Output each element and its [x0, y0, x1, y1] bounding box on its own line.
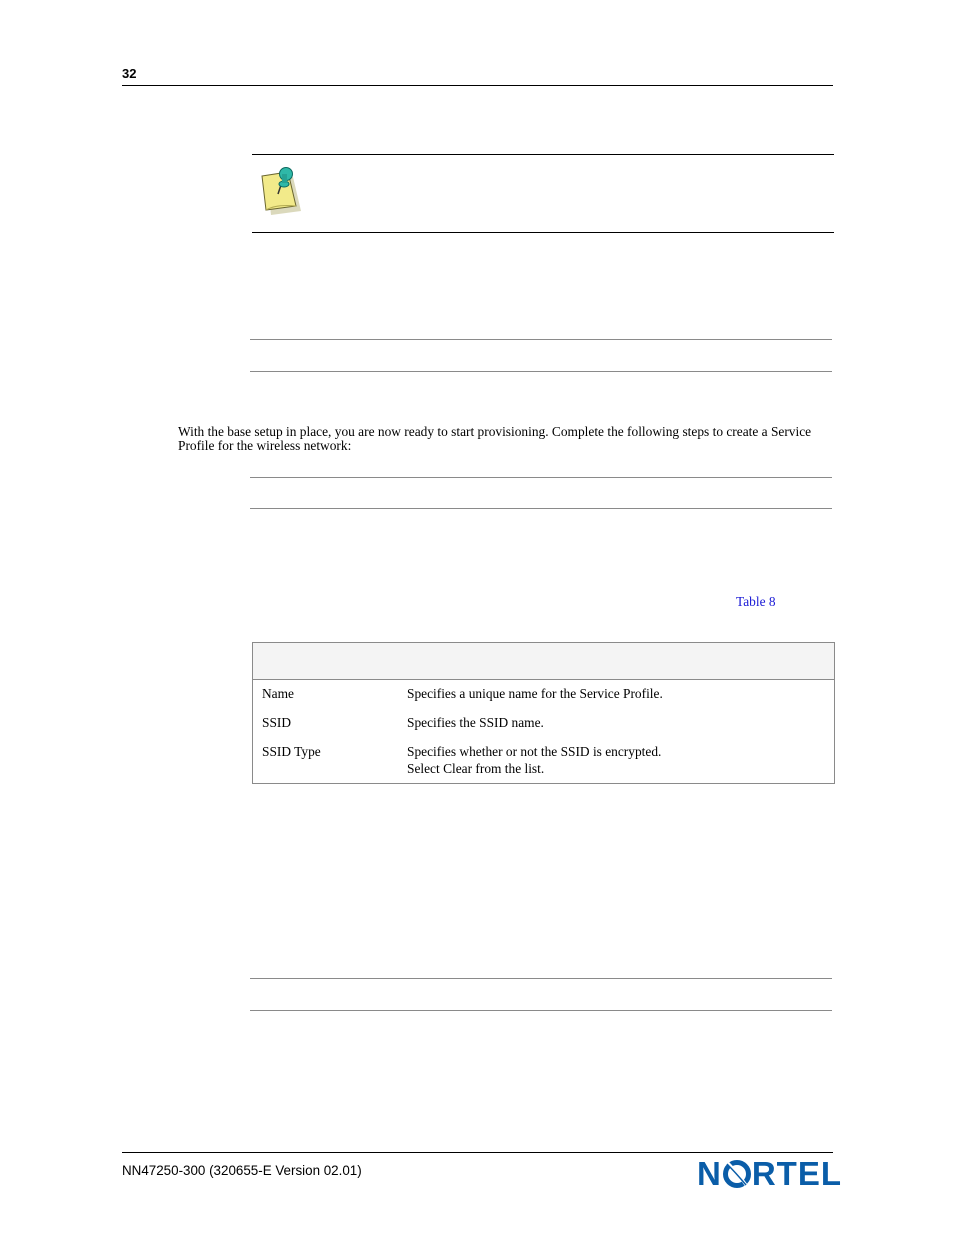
table-row [253, 702, 835, 731]
note-top-rule [252, 154, 834, 155]
section-rule [250, 508, 832, 509]
globe-o-icon [722, 1157, 752, 1190]
document-id: NN47250-300 (320655-E Version 02.01) [122, 1163, 362, 1178]
field-name-cell: SSID [262, 715, 292, 730]
table-row [253, 680, 835, 703]
table-8-link[interactable]: Table 8 [736, 594, 776, 609]
description-line: Select Clear from the list. [407, 761, 545, 776]
page-number: 32 [122, 66, 137, 81]
footer-rule [122, 1152, 833, 1153]
field-name-cell: Name [262, 686, 294, 701]
section-rule [250, 477, 832, 478]
description-line: Specifies whether or not the SSID is encrypted. [407, 744, 662, 759]
sticky-note-pushpin-icon [256, 164, 304, 216]
nortel-logo [697, 1157, 842, 1191]
section-rule [250, 978, 832, 979]
field-name-cell: SSID Type [262, 744, 321, 759]
field-description-cell: Specifies a unique name for the Service Profile. [407, 686, 663, 701]
logo-letter-n: N [697, 1155, 722, 1192]
section-rule [250, 339, 832, 340]
table-header-row [253, 643, 835, 680]
table-row [253, 731, 835, 784]
service-profile-parameters-table [252, 642, 835, 784]
note-bottom-rule [252, 232, 834, 233]
intro-paragraph: With the base setup in place, you are now ready to start provisioning. Complete the following steps to create a Service Profile for the wireless network: [178, 424, 812, 453]
section-rule [250, 371, 832, 372]
logo-letters-rtel: RTEL [751, 1155, 843, 1192]
header-rule [122, 85, 833, 86]
field-description-cell: Specifies the SSID name. [407, 715, 544, 730]
section-rule [250, 1010, 832, 1011]
field-description-cell [407, 731, 835, 784]
